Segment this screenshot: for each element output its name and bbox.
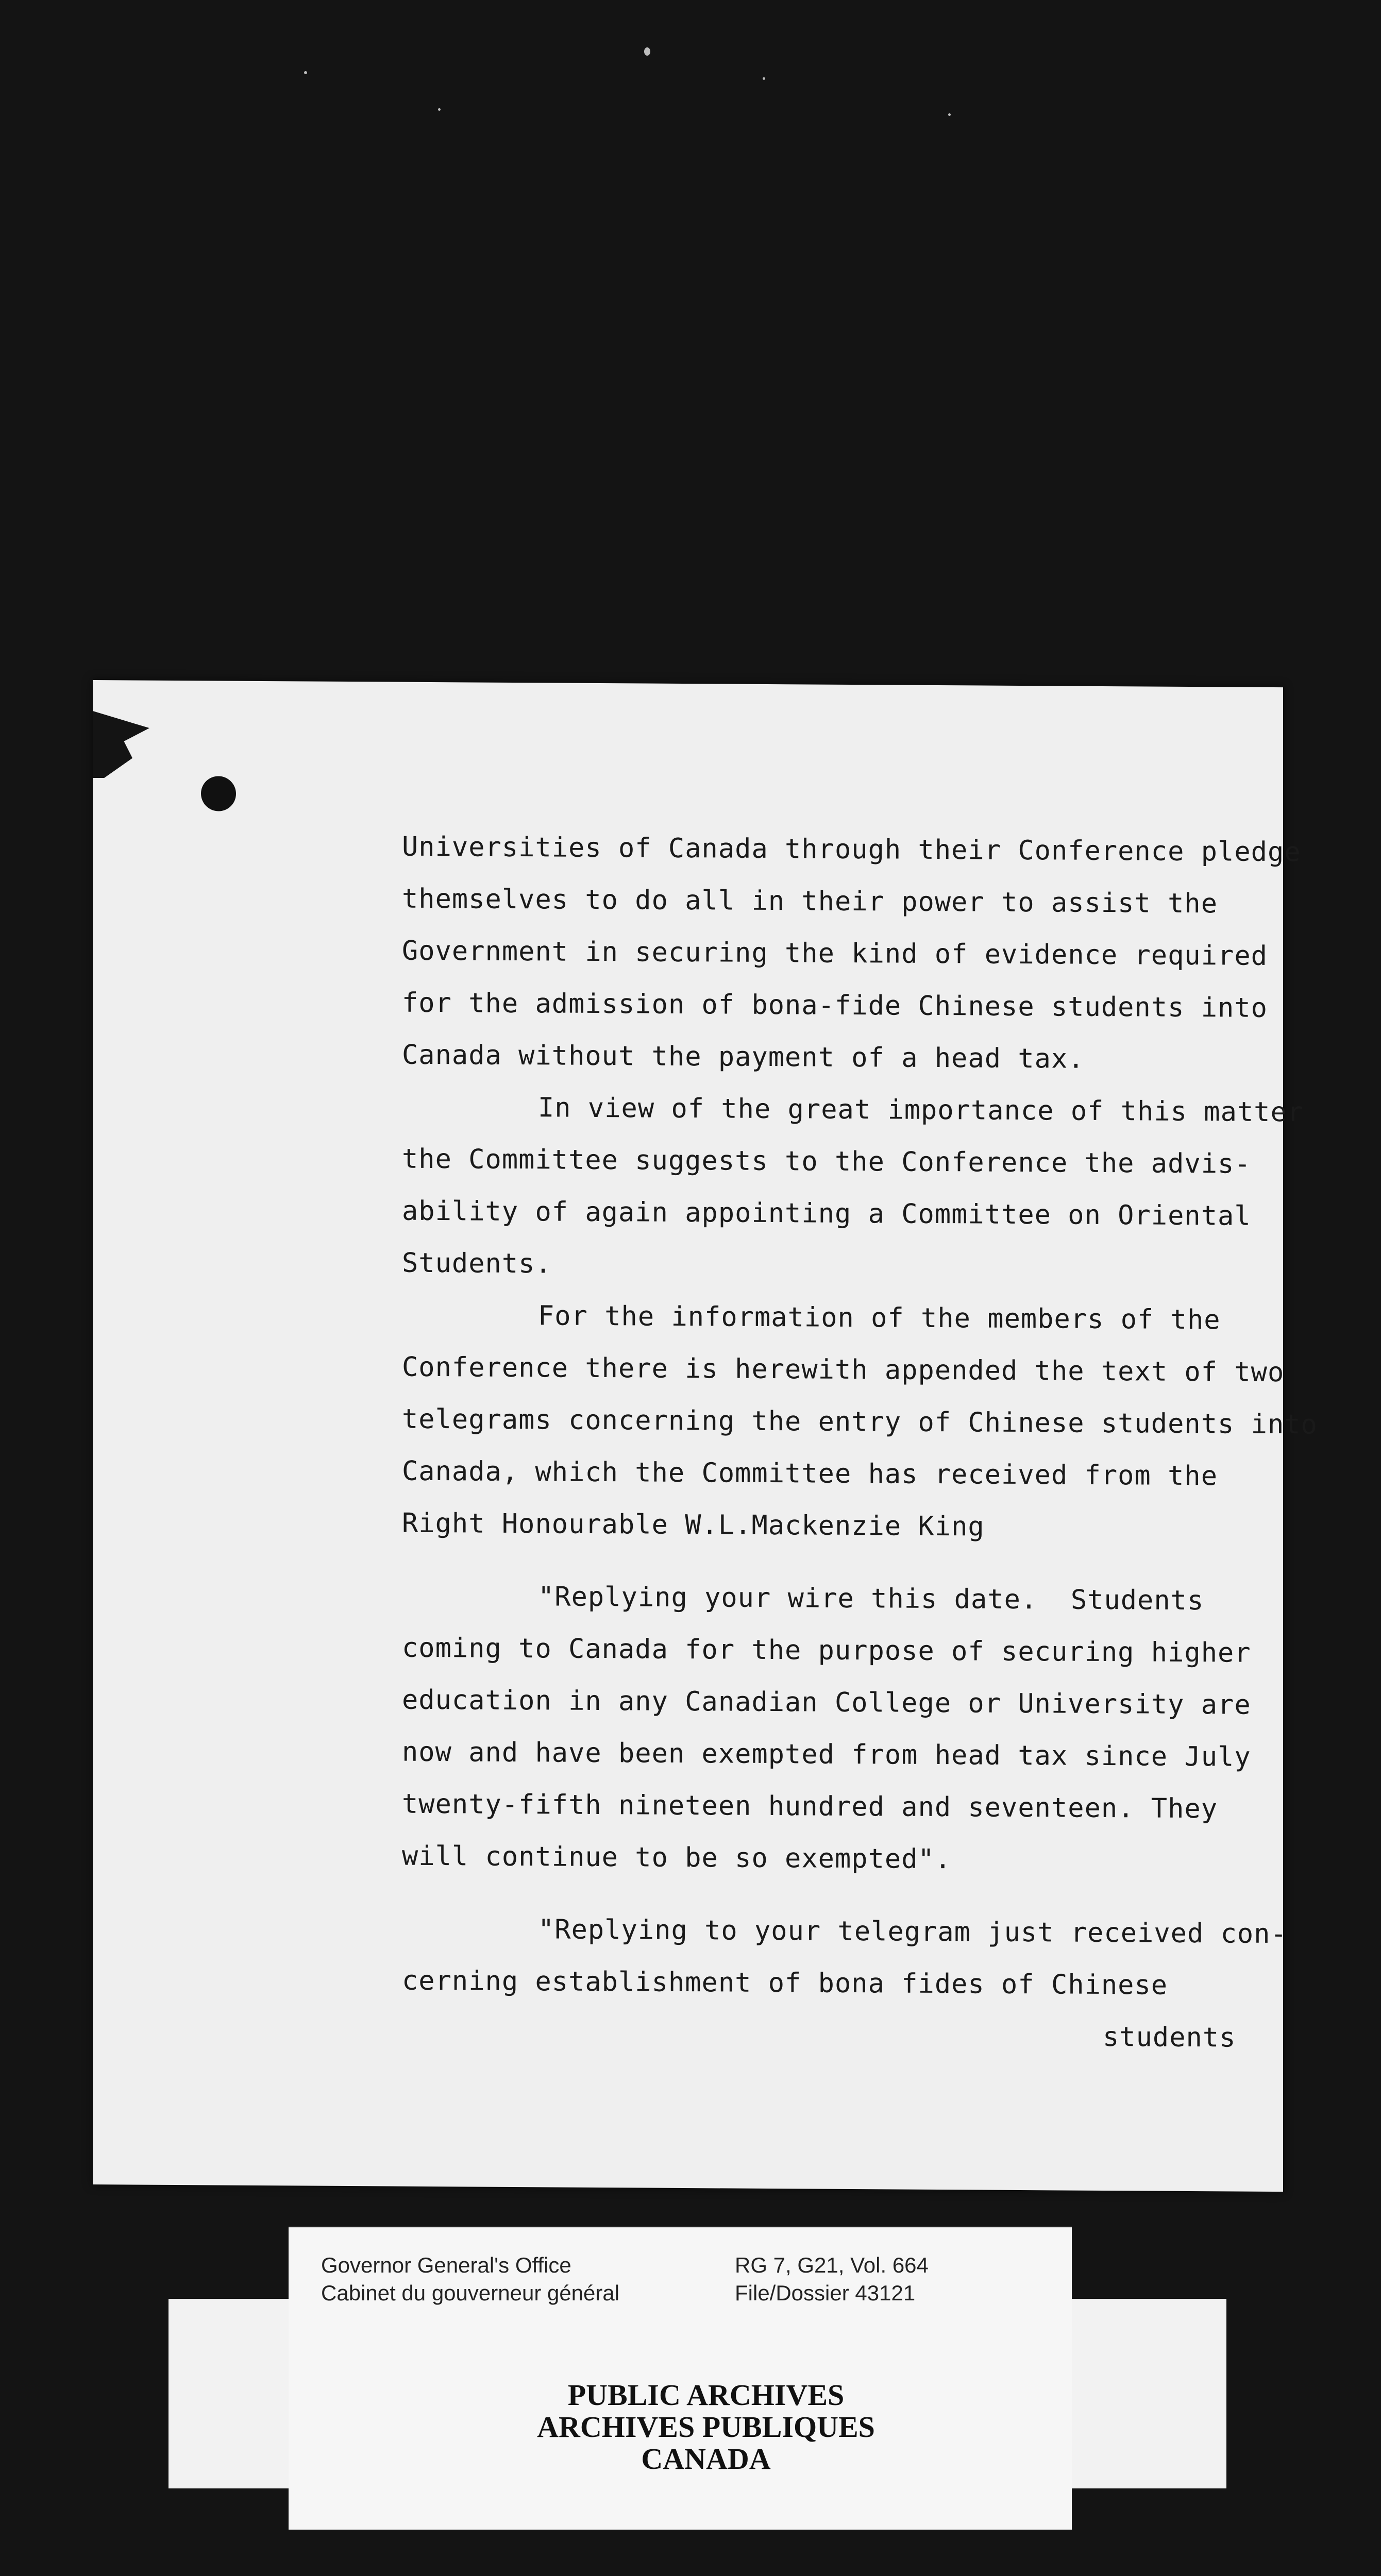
text-line: twenty-fifth nineteen hundred and seventeen. They (402, 1788, 1218, 1825)
typescript-body (402, 821, 1318, 2064)
text-line: for the admission of bona-fide Chinese students into (402, 987, 1268, 1024)
file-number: File/Dossier 43121 (735, 2281, 916, 2305)
text-line: Government in securing the kind of evidence required (402, 935, 1268, 972)
scan-speck (763, 77, 765, 80)
punch-hole (201, 776, 236, 811)
text-line: "Replying to your telegram just received con- (538, 1914, 1287, 1950)
office-french: Cabinet du gouverneur général (321, 2281, 620, 2305)
text-line: coming to Canada for the purpose of securing higher (402, 1632, 1251, 1669)
stamp-line-english: PUBLIC ARCHIVES (567, 2378, 845, 2412)
typed-page (93, 680, 1318, 2192)
text-line: the Committee suggests to the Conference the advis- (402, 1143, 1251, 1180)
torn-corner (93, 711, 149, 778)
text-line: In view of the great importance of this matter (538, 1092, 1304, 1128)
record-group-reference: RG 7, G21, Vol. 664 (735, 2253, 929, 2277)
text-line: "Replying your wire this date. Students (538, 1581, 1204, 1617)
text-line: telegrams concerning the entry of Chinese students into (402, 1403, 1318, 1440)
stamp-line-country: CANADA (641, 2442, 771, 2476)
text-line: education in any Canadian College or University are (402, 1684, 1251, 1721)
text-line: Students. (402, 1247, 552, 1280)
stamp-line-french: ARCHIVES PUBLIQUES (537, 2410, 875, 2444)
catchword: students (1103, 2021, 1236, 2054)
text-line: Conference there is herewith appended the text of two (402, 1351, 1285, 1388)
text-line: ability of again appointing a Committee on Oriental (402, 1195, 1251, 1232)
scan-speck (948, 113, 951, 116)
text-line: cerning establishment of bona fides of Chinese (402, 1965, 1168, 2001)
scan-speck (644, 47, 650, 56)
text-line: themselves to do all in their power to assist the (402, 883, 1218, 920)
text-line: For the information of the members of the (538, 1300, 1221, 1336)
file-reference-block (735, 2251, 929, 2307)
text-line: now and have been exempted from head tax since July (402, 1736, 1251, 1773)
archives-stamp (464, 2379, 948, 2475)
office-block (321, 2251, 619, 2307)
text-line: Universities of Canada through their Conference pledge (402, 831, 1301, 868)
text-line: Canada without the payment of a head tax. (402, 1039, 1085, 1075)
scan-speck (304, 71, 307, 74)
text-line: Right Honourable W.L.Mackenzie King (402, 1507, 985, 1543)
text-line: will continue to be so exempted". (402, 1840, 952, 1875)
text-line: Canada, which the Committee has received from the (402, 1455, 1218, 1492)
scan-speck (438, 108, 441, 111)
office-english: Governor General's Office (321, 2253, 571, 2277)
